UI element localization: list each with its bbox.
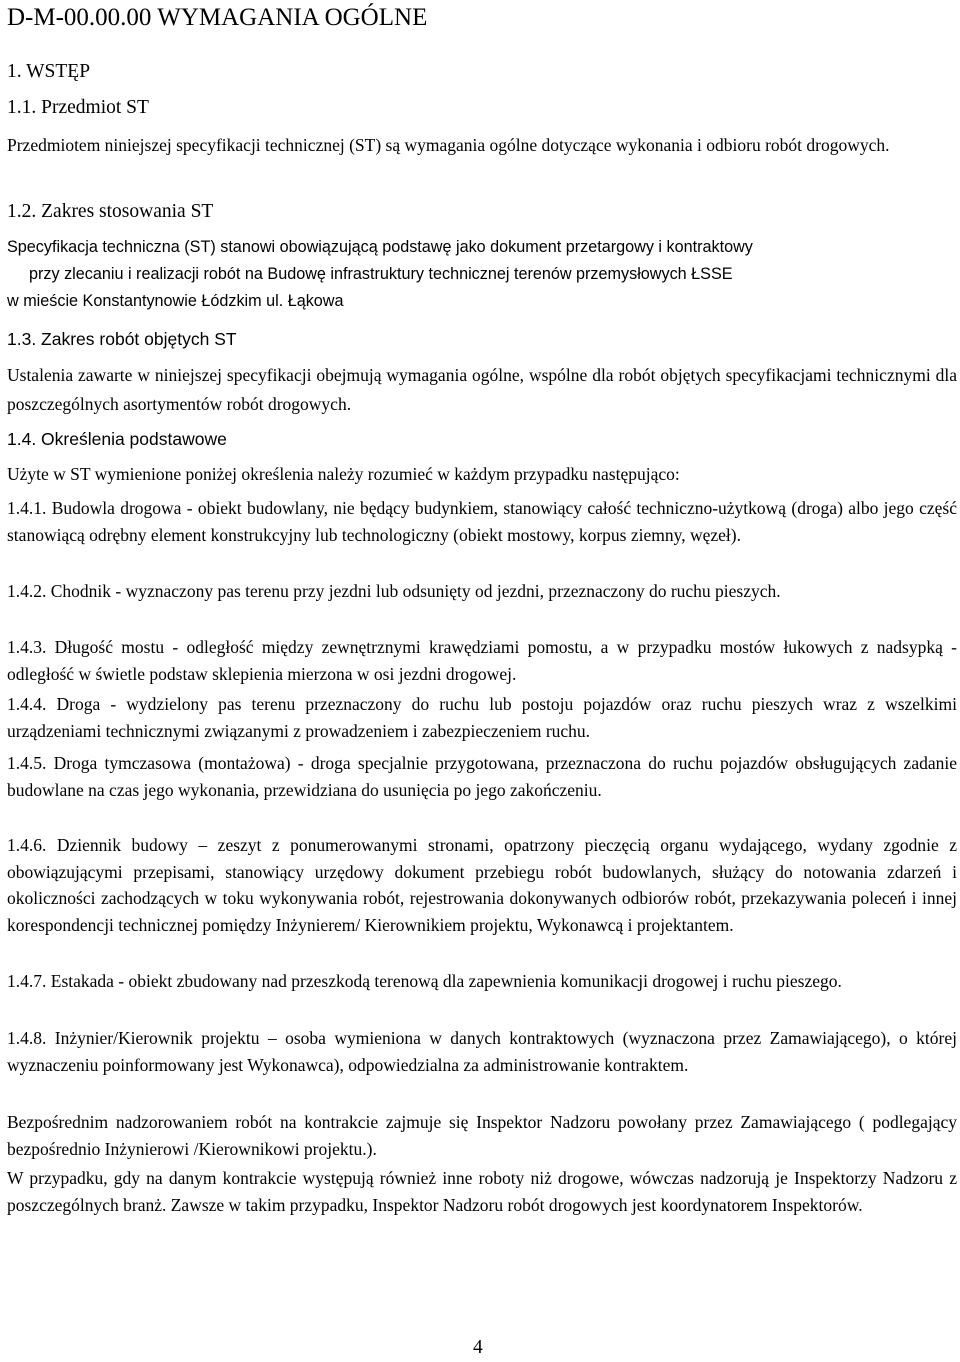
definitions-intro: Użyte w ST wymienione poniżej określenia należy rozumieć w każdym przypadku następująco: (7, 464, 680, 484)
definition-text: Droga - wydzielony pas terenu przeznaczony do ruchu lub postoju pojazdów oraz ruchu pieszych wraz z wszelkimi urządzeniami technicznymi związanymi z prowadzeniem i zabezpieczeniem ruchu. (7, 694, 957, 741)
scope-line-1: Specyfikacja techniczna (ST) stanowi obowiązującą podstawę jako dokument przetargowy i kontraktowy (7, 238, 753, 256)
scope-line-3: w mieście Konstantynowie Łódzkim ul. Łąkowa (7, 292, 344, 310)
definition-text: Budowla drogowa - obiekt budowlany, nie będący budynkiem, stanowiący całość techniczno-użytkową (droga) albo jego część stanowiącą odrębny element konstrukcyjny lub technologiczny (obiekt mostowy, korpus ziemny, węzeł). (7, 498, 957, 545)
definition-number: 1.4.7. (7, 971, 47, 991)
definition-item (7, 1025, 957, 1078)
definition-text: Długość mostu - odległość między zewnętrznymi krawędziami pomostu, a w przypadku mostów łukowych z nadsypką - odległość w świetle podstaw sklepienia mierzona w osi jezdni drogowej. (7, 637, 958, 684)
inspector-paragraph: W przypadku, gdy na danym kontrakcie występują również inne roboty niż drogowe, wówczas nadzorują je Inspektorzy Nadzoru z poszczególnych branż. Zawsze w takim przypadku, Inspektor Nadzoru robót drogowych jest koordynatorem Inspektorów. (7, 1168, 957, 1215)
definition-number: 1.4.6. (7, 835, 47, 855)
definition-text: Dziennik budowy – zeszyt z ponumerowanymi stronami, opatrzony pieczęcią organu wydającego, wydany zgodnie z obowiązującymi przepisami, stanowiący urzędowy dokument przebiegu robót budowlanych, służący do notowania zdarzeń i okoliczności zachodzących w toku wykonywania robót, rejestrowania dokonywanych odbiorów robót, przekazywania poleceń i innej korespondencji technicznej pomiędzy Inżynierem/ Kierownikiem projektu, Wykonawcą i projektantem. (7, 835, 958, 936)
inspector-paragraph: Bezpośrednim nadzorowaniem robót na kontrakcie zajmuje się Inspektor Nadzoru powołany przez Zamawiającego ( podlegający bezpośrednio Inżynierowi /Kierownikowi projektu.). (7, 1112, 957, 1159)
scope-paragraph (7, 234, 957, 315)
scope-line-2: przy zlecaniu i realizacji robót na Budowę infrastruktury technicznej terenów przemysłowych ŁSSE (29, 265, 733, 283)
section-heading-definitions: 1.4. Określenia podstawowe (7, 429, 227, 449)
definition-item (7, 495, 957, 548)
definition-number: 1.4.2. (7, 581, 47, 601)
definition-number: 1.4.3. (7, 637, 47, 657)
definition-item (7, 832, 957, 939)
page-number: 4 (473, 1337, 483, 1358)
definition-item (7, 691, 957, 744)
section-heading-scope: 1.2. Zakres stosowania ST (7, 201, 214, 222)
definition-number: 1.4.8. (7, 1028, 47, 1048)
definition-text: Estakada - obiekt zbudowany nad przeszkodą terenową dla zapewnienia komunikacji drogowej i ruchu pieszego. (50, 971, 842, 991)
section-heading-works-scope: 1.3. Zakres robót objętych ST (7, 329, 237, 349)
definition-item (7, 968, 957, 995)
definition-item (7, 750, 957, 803)
section-heading-subject: 1.1. Przedmiot ST (7, 97, 149, 118)
definition-number: 1.4.4. (7, 694, 47, 714)
definition-number: 1.4.5. (7, 753, 47, 773)
document-title: D-M-00.00.00 WYMAGANIA OGÓLNE (7, 4, 428, 31)
definition-text: Inżynier/Kierownik projektu – osoba wymieniona w danych kontraktowych (wyznaczona przez Zamawiającego), o której wyznaczeniu poinformowany jest Wykonawca), odpowiedzialna za administrowanie kontraktem. (7, 1028, 957, 1075)
definition-item (7, 578, 957, 605)
subject-paragraph: Przedmiotem niniejszej specyfikacji technicznej (ST) są wymagania ogólne dotyczące wykonania i odbioru robót drogowych. (7, 135, 890, 155)
definition-text: Droga tymczasowa (montażowa) - droga specjalnie przygotowana, przeznaczona do ruchu pojazdów obsługujących zadanie budowlane na czas jego wykonania, przewidziana do usunięcia po jego zakończeniu. (7, 753, 957, 800)
definition-text: Chodnik - wyznaczony pas terenu przy jezdni lub odsunięty od jezdni, przeznaczony do ruchu pieszych. (50, 581, 781, 601)
section-heading-introduction: 1. WSTĘP (7, 61, 91, 82)
definition-number: 1.4.1. (7, 498, 47, 518)
definition-item (7, 634, 957, 687)
works-scope-paragraph: Ustalenia zawarte w niniejszej specyfikacji obejmują wymagania ogólne, wspólne dla robót objętych specyfikacjami technicznymi dla poszczególnych asortymentów robót drogowych. (7, 365, 957, 414)
